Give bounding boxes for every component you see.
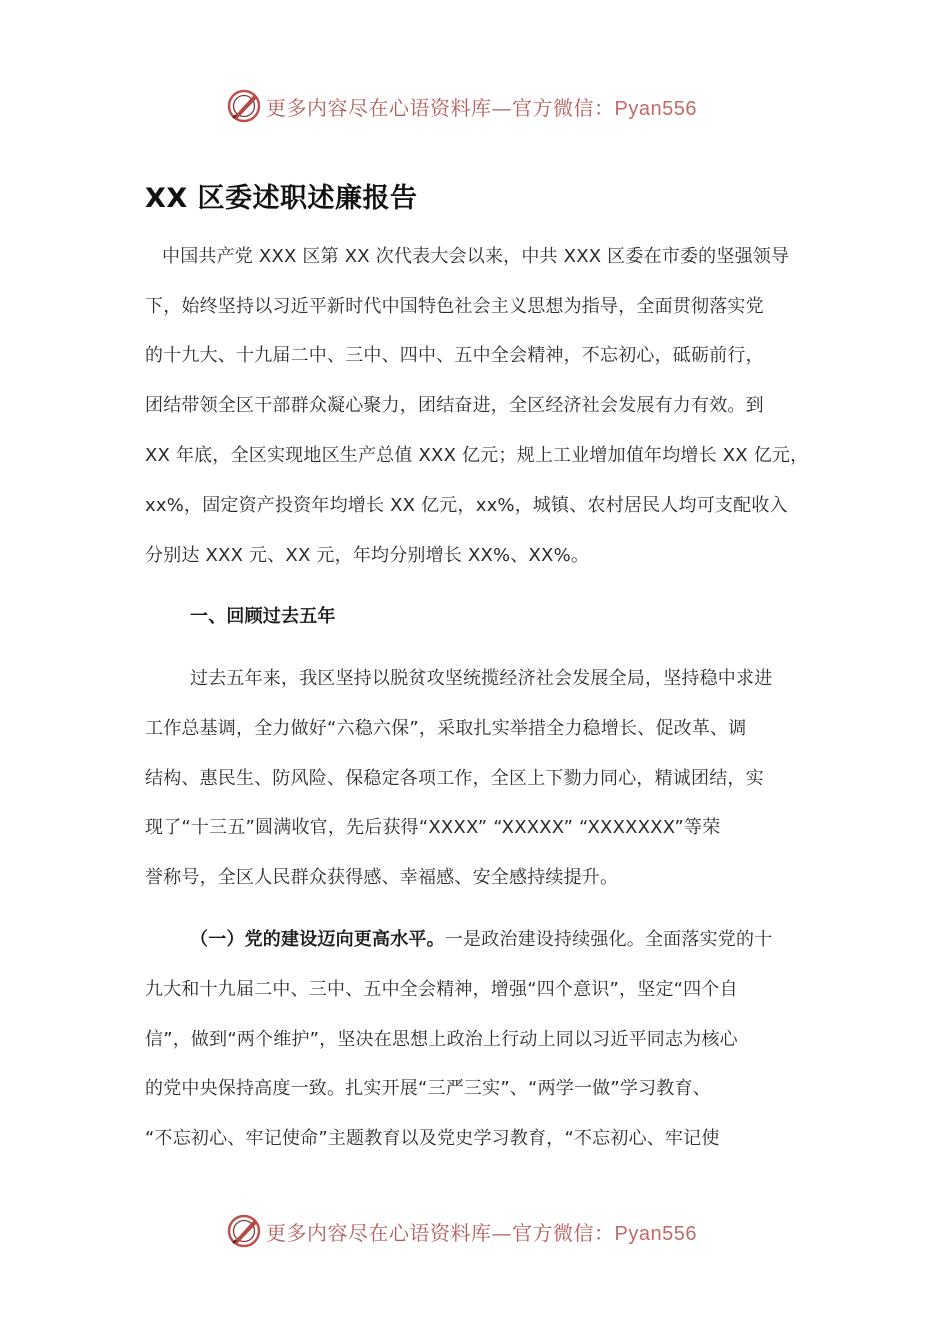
subsection1-line-5: “不忘初心、牢记使命”主题教育以及党史学习教育，“不忘初心、牢记使 (145, 1128, 720, 1149)
intro-line-4: 团结带领全区干部群众凝心聚力，团结奋进，全区经济社会发展有力有效。到 (145, 395, 764, 416)
subsection1-first-rest: 一是政治建设持续强化。全面落实党的十 (444, 929, 773, 950)
wechat-id: Pyan556 (614, 1222, 697, 1245)
banner-label: 更多内容尽在心语资料库—官方微信： (266, 1220, 615, 1245)
subsection1-line-3: 信”，做到“两个维护”，坚决在思想上政治上行动上同以习近平同志为核心 (145, 1029, 738, 1050)
section1-line-4: 现了“十三五”圆满收官，先后获得“XXXX” “XXXXX” “XXXXXXX”等荣 (145, 817, 721, 838)
intro-line-5: XX 年底，全区实现地区生产总值 XXX 亿元；规上工业增加值年均增长 XX 亿元， (145, 445, 809, 466)
wechat-id: Pyan556 (614, 97, 697, 120)
page-title: XX 区委述职述廉报告 (145, 183, 418, 214)
section1-line-3: 结构、惠民生、防风险、保稳定各项工作，全区上下勠力同心，精诚团结，实 (145, 768, 764, 789)
section1-line-1: 过去五年来，我区坚持以脱贫攻坚统揽经济社会发展全局，坚持稳中求进 (190, 668, 773, 689)
intro-line-6: xx%，固定资产投资年均增长 XX 亿元，xx%，城镇、农村居民人均可支配收入 (145, 495, 788, 516)
header-banner (226, 86, 697, 126)
intro-line-7: 分别达 XXX 元、XX 元，年均分别增长 XX%、XX%。 (145, 545, 590, 566)
subsection1-line-1 (190, 928, 870, 952)
banner-text (266, 1217, 697, 1246)
banner-label: 更多内容尽在心语资料库—官方微信： (266, 95, 615, 120)
footer-banner (226, 1211, 697, 1251)
quill-logo-icon (226, 88, 262, 124)
intro-line-2: 下，始终坚持以习近平新时代中国特色社会主义思想为指导，全面贯彻落实党 (145, 296, 764, 317)
quill-logo-icon (226, 1213, 262, 1249)
banner-text (266, 92, 697, 121)
intro-line-1: 中国共产党 XXX 区第 XX 次代表大会以来，中共 XXX 区委在市委的坚强领导 (162, 246, 790, 267)
section1-line-5: 誉称号，全区人民群众获得感、幸福感、安全感持续提升。 (145, 867, 619, 888)
section1-line-2: 工作总基调，全力做好“六稳六保”，采取扎实举措全力稳增长、促改革、调 (145, 718, 747, 739)
section-heading: 一、回顾过去五年 (190, 606, 336, 627)
subsection1-line-4: 的党中央保持高度一致。扎实开展“三严三实”、“两学一做”学习教育、 (145, 1078, 711, 1099)
subsection-heading: （一）党的建设迈向更高水平。 (190, 929, 445, 950)
intro-line-3: 的十九大、十九届二中、三中、四中、五中全会精神，不忘初心，砥砺前行， (145, 345, 764, 366)
subsection1-line-2: 九大和十九届二中、三中、五中全会精神，增强“四个意识”，坚定“四个自 (145, 979, 738, 1000)
